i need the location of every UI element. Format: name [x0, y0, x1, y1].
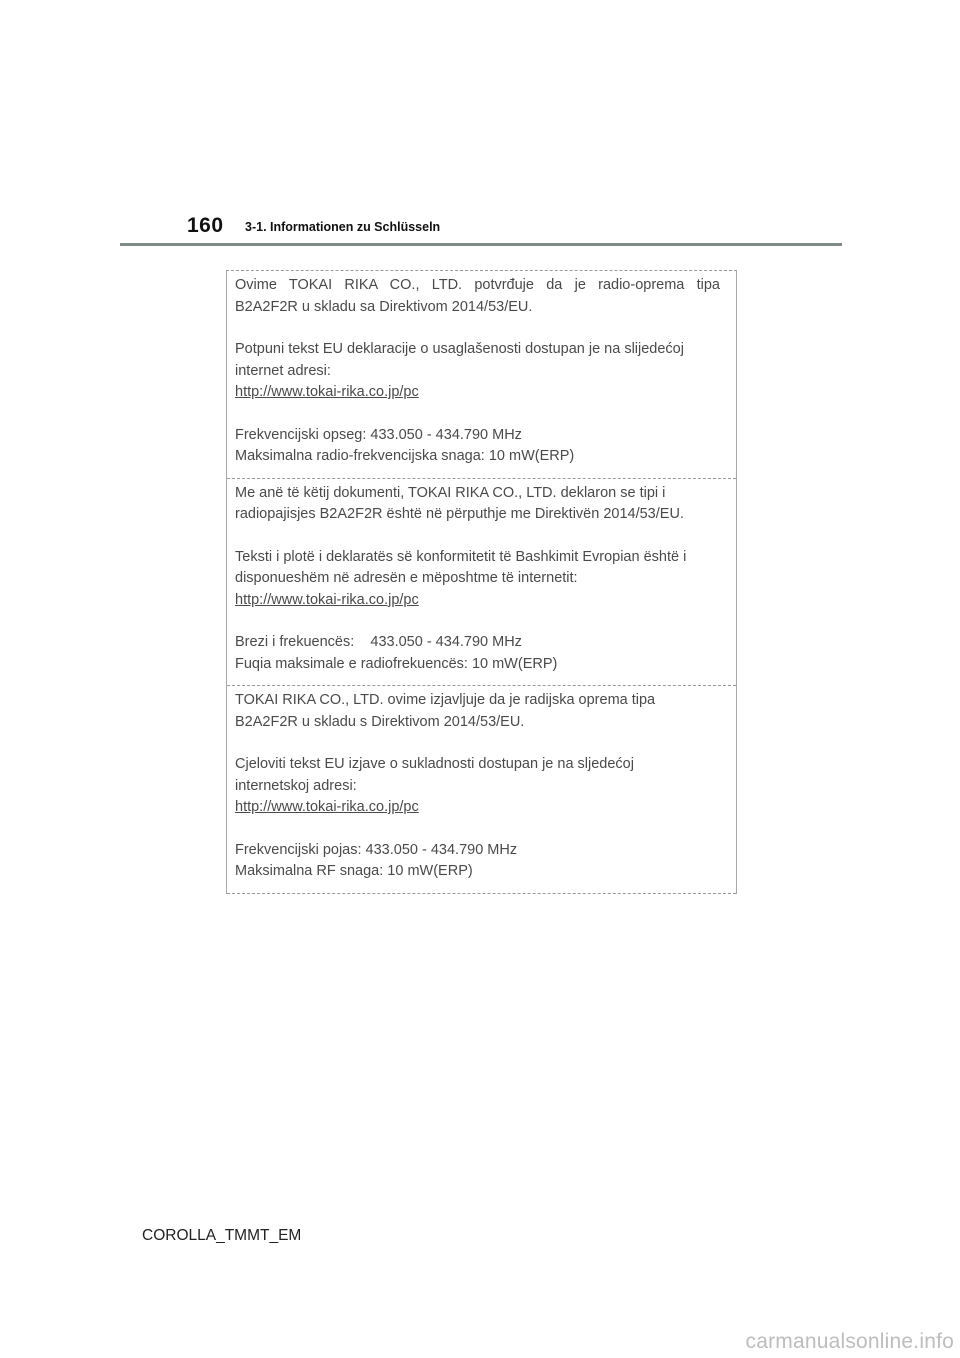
max-power: Maksimalna RF snaga: 10 mW(ERP)	[235, 863, 473, 879]
full-text-notice-line: disponueshëm në adresën e mëposhtme të internetit:	[235, 570, 578, 586]
declaration-statement-line: B2A2F2R u skladu s Direktivom 2014/53/EU.	[235, 713, 525, 730]
declaration-block-montenegrin	[227, 271, 736, 479]
declaration-url-link[interactable]: http://www.tokai-rika.co.jp/pc	[235, 799, 419, 815]
full-text-notice: Potpuni tekst EU deklaracije o usaglašenosti dostupan je na slijedećoj	[235, 341, 684, 357]
declaration-url-link[interactable]: http://www.tokai-rika.co.jp/pc	[235, 591, 419, 608]
declaration-url-link[interactable]: http://www.tokai-rika.co.jp/pc	[235, 384, 419, 400]
header-divider	[120, 243, 842, 246]
declaration-block-albanian	[227, 479, 736, 687]
declaration-statement-line: radiopajisjes B2A2F2R është në përputhje me Direktivën 2014/53/EU.	[235, 506, 684, 522]
full-text-notice-line: internet adresi:	[235, 362, 331, 379]
frequency-range: Frekvencijski pojas: 433.050 - 434.790 MHz	[235, 841, 518, 858]
model-code: COROLLA_TMMT_EM	[142, 1227, 302, 1244]
declaration-box	[226, 270, 737, 894]
watermark: carmanualsonline.info	[745, 1330, 954, 1353]
frequency-range: Brezi i frekuencës: 433.050 - 434.790 MHz	[235, 634, 522, 650]
frequency-range: Frekvencijski opseg: 433.050 - 434.790 MHz	[235, 426, 522, 443]
declaration-block-croatian	[227, 686, 736, 894]
page-number: 160	[187, 214, 224, 237]
full-text-notice: Teksti i plotë i deklaratës së konformitetit të Bashkimit Evropian është i	[235, 548, 687, 565]
page-header	[0, 0, 960, 250]
declaration-statement-line: Ovime TOKAI RIKA CO., LTD. potvrđuje da je radio-oprema tipa	[235, 277, 720, 293]
declaration-statement-line: B2A2F2R u skladu sa Direktivom 2014/53/EU.	[235, 298, 533, 315]
full-text-notice: Cjeloviti tekst EU izjave o sukladnosti dostupan je na sljedećoj	[235, 756, 634, 772]
declaration-statement-line: TOKAI RIKA CO., LTD. ovime izjavljuje da je radijska oprema tipa	[235, 692, 656, 708]
max-power: Maksimalna radio-frekvencijska snaga: 10 mW(ERP)	[235, 448, 575, 464]
max-power: Fuqia maksimale e radiofrekuencës: 10 mW(ERP)	[235, 655, 558, 672]
section-title: 3-1. Informationen zu Schlüsseln	[245, 220, 441, 234]
declaration-statement-line: Me anë të këtij dokumenti, TOKAI RIKA CO., LTD. deklaron se tipi i	[235, 484, 666, 501]
full-text-notice-line: internetskoj adresi:	[235, 777, 357, 794]
